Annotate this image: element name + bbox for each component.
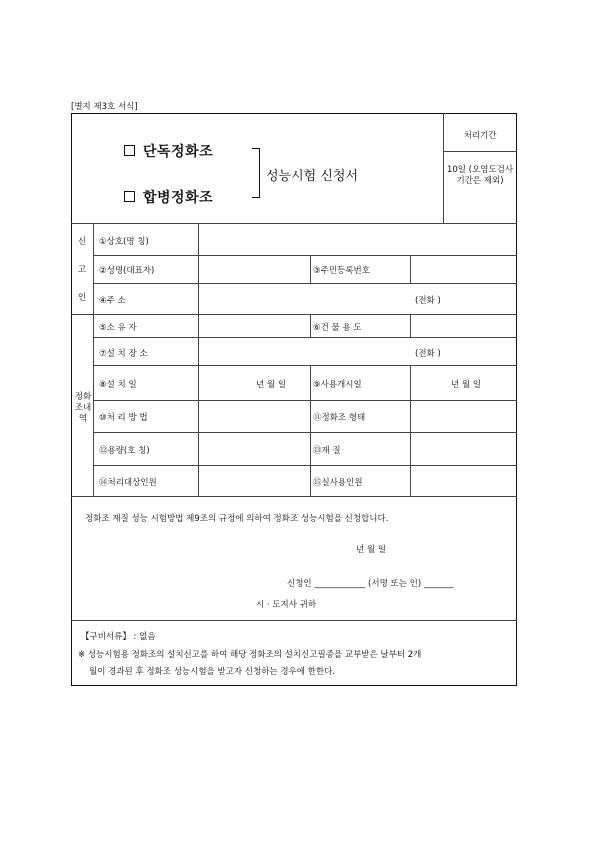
bracket <box>252 148 260 198</box>
processing-divider <box>443 151 517 152</box>
col-line <box>310 365 311 496</box>
field-owner: ⑤소 유 자 <box>99 323 137 333</box>
row-line <box>93 465 517 466</box>
processing-label: 처리기간 <box>463 131 497 141</box>
processing-value: 10일 (오염도검사 기간은 제외) <box>446 165 514 186</box>
row-line <box>93 432 517 433</box>
form-label: [별지 제3호 서식] <box>71 102 138 112</box>
field-resident-number: ③주민등록번호 <box>313 266 370 276</box>
col-line <box>198 223 199 496</box>
target-persons-input[interactable] <box>200 467 308 494</box>
representative-input[interactable] <box>200 257 308 281</box>
declaration-date[interactable]: 년 월 일 <box>356 545 387 555</box>
option2-checkbox[interactable] <box>124 191 135 202</box>
install-date-value[interactable]: 년 월 일 <box>256 380 287 390</box>
note-line-2: 월이 경과된 후 정화조 성능시험을 받고자 신청하는 경우에 한한다. <box>89 667 336 677</box>
declaration-statement: 정화조 재질 성능 시험방법 제9조의 규정에 의하여 정화조 성능시험을 신청합니다. <box>85 514 389 524</box>
applicant-phone: (전화 ) <box>415 296 441 306</box>
field-target-persons: ⑭처리대상인원 <box>99 478 157 488</box>
col-line <box>410 365 411 496</box>
row-line <box>93 337 517 338</box>
septic-section-char: 조내 <box>74 403 92 413</box>
field-address: ④주 소 <box>99 296 126 306</box>
row-line <box>93 283 517 284</box>
field-capacity: ⑫용량(호 칭) <box>99 446 150 456</box>
col-line <box>410 255 411 283</box>
material-input[interactable] <box>412 434 515 463</box>
building-use-input[interactable] <box>412 316 515 335</box>
col-line <box>93 223 94 496</box>
field-install-location: ⑦설 치 장 소 <box>99 349 148 359</box>
field-representative: ②성명(대표자) <box>99 266 155 276</box>
address-input[interactable] <box>200 286 408 312</box>
row-line <box>93 365 517 366</box>
septic-section-char: 역 <box>78 414 88 424</box>
col-line <box>410 314 411 337</box>
row-line <box>71 496 517 497</box>
field-install-date: ⑧설 치 일 <box>99 380 137 390</box>
field-actual-persons: ⑮실사용인원 <box>313 478 363 488</box>
row-line <box>71 620 517 621</box>
company-name-input[interactable] <box>200 226 515 253</box>
option1-checkbox[interactable] <box>124 145 135 156</box>
col-line <box>310 255 311 283</box>
row-line <box>93 400 517 401</box>
field-tank-type: ⑪정화조 형태 <box>313 413 366 423</box>
field-building-use: ⑥건 물 용 도 <box>313 323 362 333</box>
form-title: 성능시험 신청서 <box>266 169 359 184</box>
addressee: 시 · 도지사 귀하 <box>256 600 317 610</box>
field-material: ⑬재 질 <box>313 446 341 456</box>
row-line <box>71 223 517 224</box>
treatment-method-input[interactable] <box>200 402 308 430</box>
resident-number-input[interactable] <box>412 257 515 281</box>
septic-phone: (전화 ) <box>415 349 441 359</box>
applicant-signature-line[interactable]: 신청인 ____________ (서명 또는 인) _______ <box>287 579 454 589</box>
install-location-input[interactable] <box>200 339 408 363</box>
owner-input[interactable] <box>200 316 308 335</box>
row-line <box>71 314 517 315</box>
field-company-name: ①상호(명 칭) <box>99 237 149 247</box>
septic-section-char: 정화 <box>74 392 92 402</box>
field-treatment-method: ⑩처 리 방 법 <box>99 413 148 423</box>
applicant-section-char: 고 <box>77 265 87 275</box>
applicant-section-char: 인 <box>77 293 87 303</box>
field-start-date: ⑨사용개시일 <box>313 380 362 390</box>
row-line <box>93 255 517 256</box>
note-line-1: ※ 성능시험용 정화조의 설치신고를 하여 해당 정화조의 설치신고필증을 교부받은 날부터 2개 <box>78 650 422 660</box>
applicant-section-char: 신 <box>77 237 87 247</box>
col-line <box>310 314 311 337</box>
actual-persons-input[interactable] <box>412 467 515 494</box>
option1-label: 단독정화조 <box>143 144 214 160</box>
capacity-input[interactable] <box>200 434 308 463</box>
required-documents: 【구비서류】 : 없음 <box>81 632 156 642</box>
tank-type-input[interactable] <box>412 402 515 430</box>
option2-label: 합병정화조 <box>143 190 214 206</box>
start-date-value[interactable]: 년 월 일 <box>451 380 482 390</box>
